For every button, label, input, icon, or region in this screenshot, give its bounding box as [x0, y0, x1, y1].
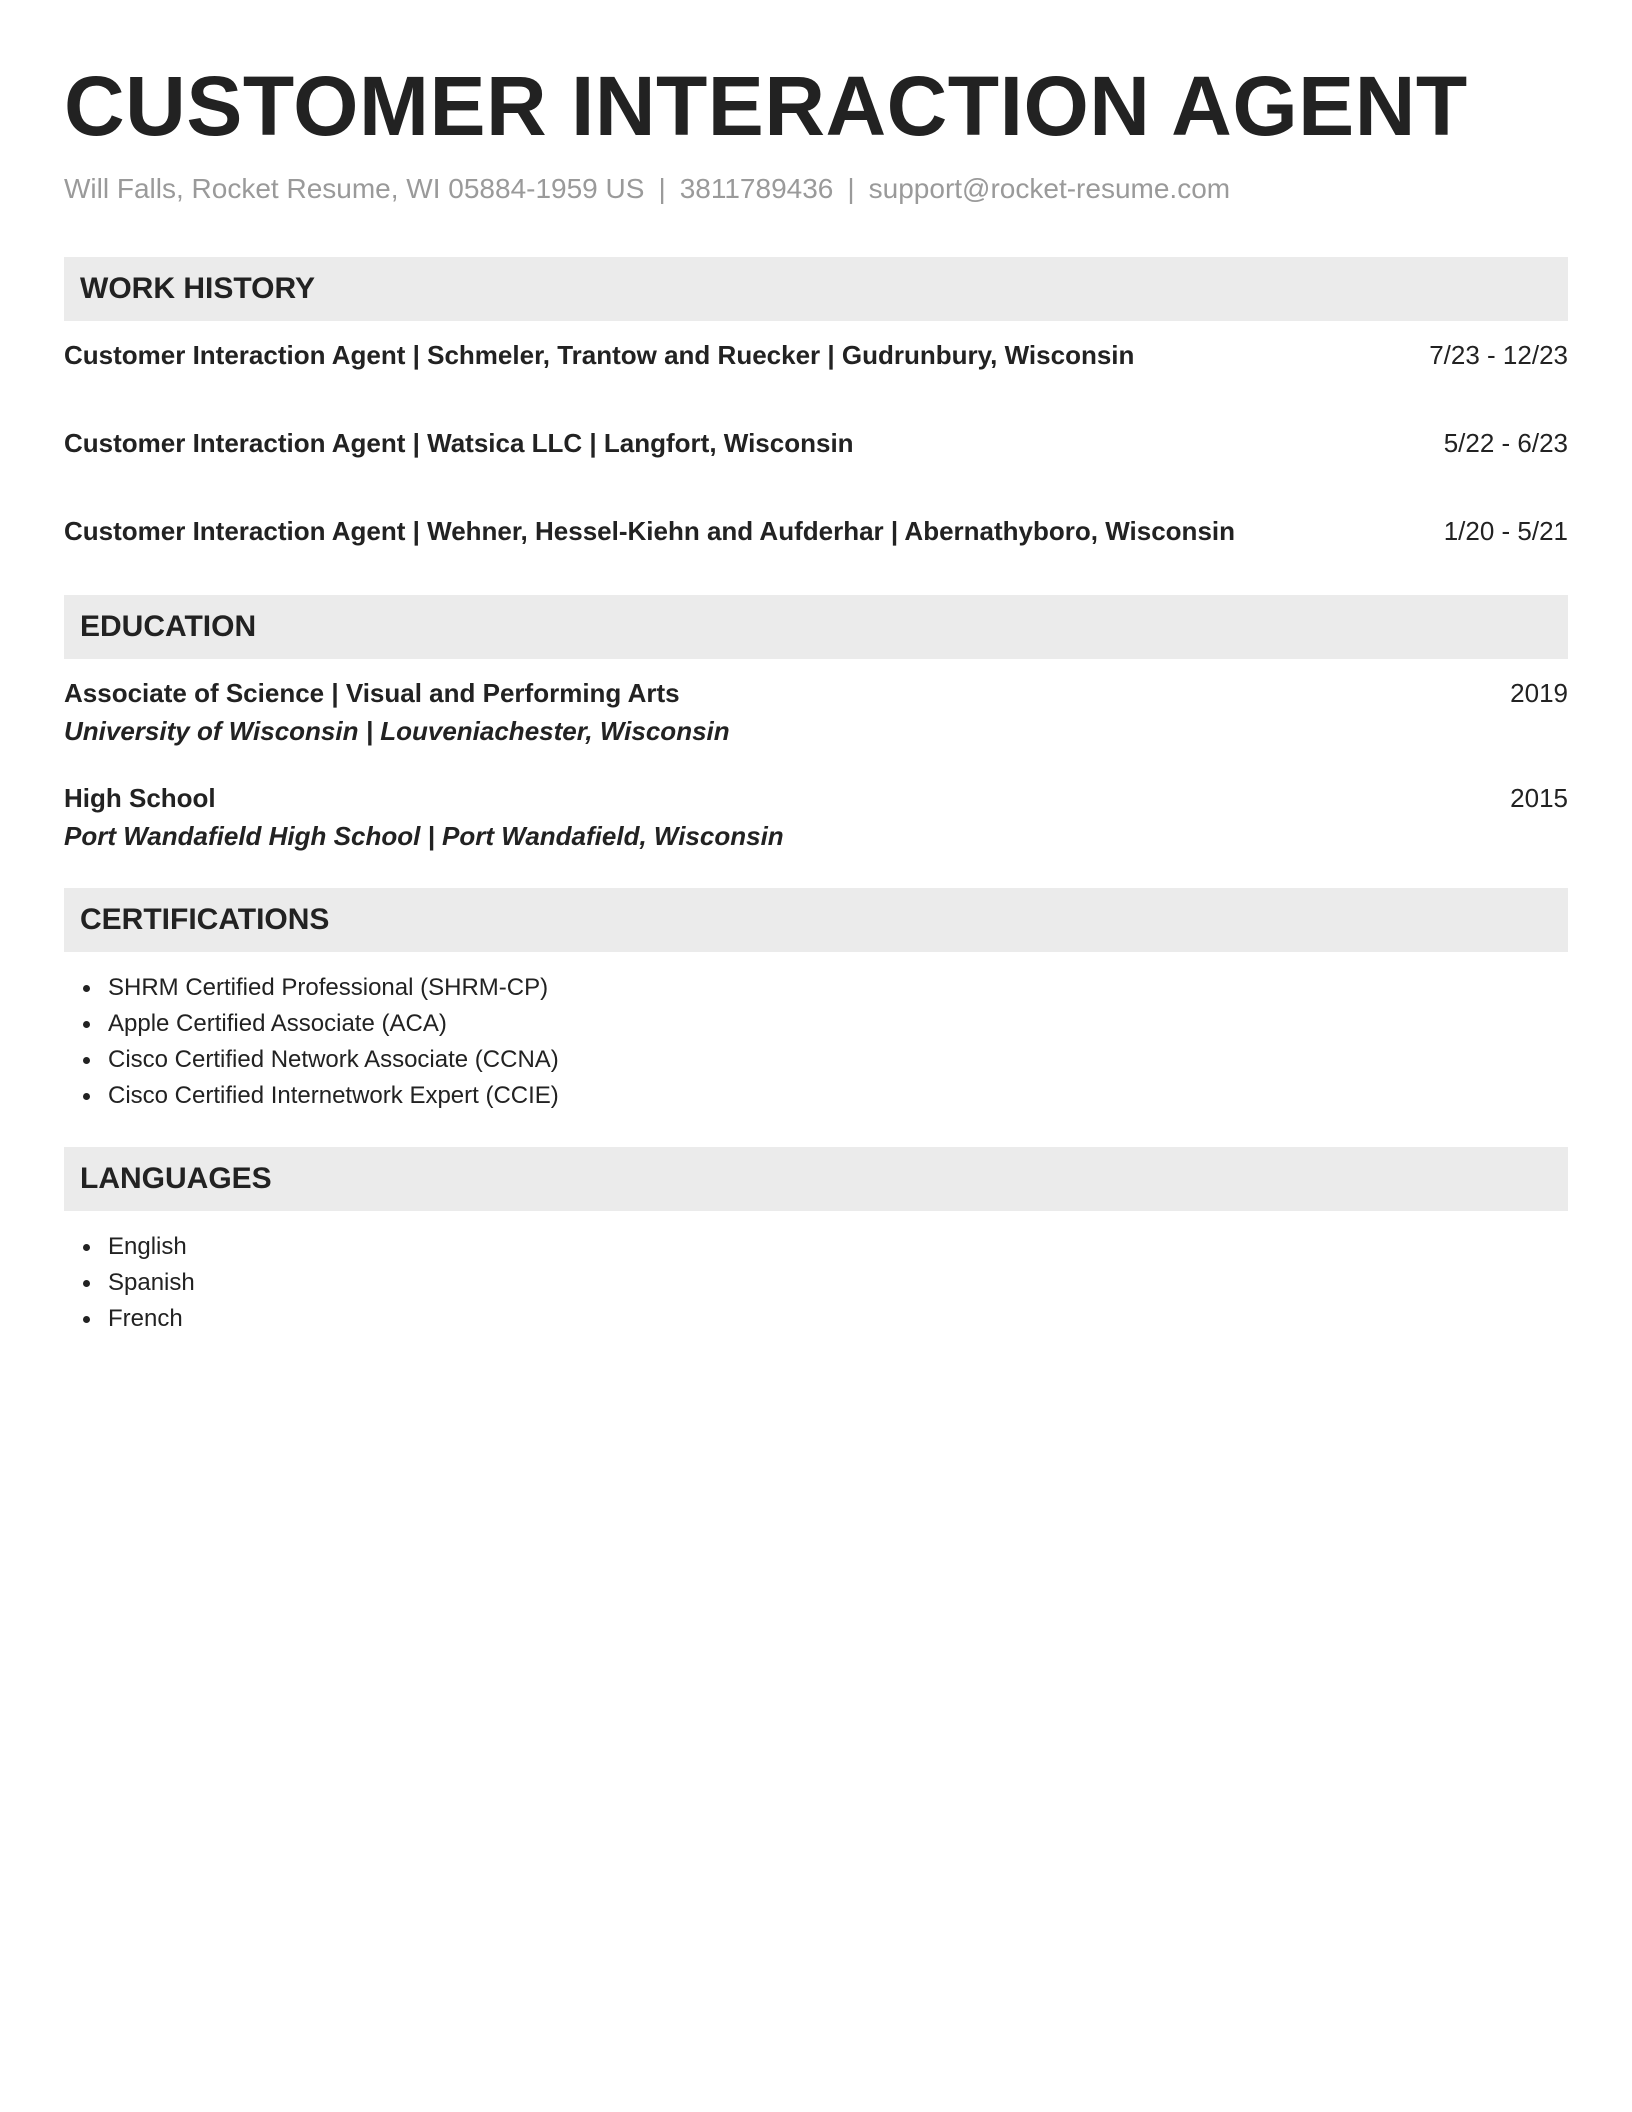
certification-item: Cisco Certified Network Associate (CCNA) [108, 1042, 1568, 1078]
job-heading: Customer Interaction Agent | Wehner, Hessel-Kiehn and Aufderhar | Abernathyboro, Wisconsin [64, 516, 1236, 546]
contact-phone: 3811789436 [679, 173, 834, 204]
section-header-languages: LANGUAGES [64, 1147, 1568, 1211]
job-dates: 1/20 - 5/21 [1443, 516, 1568, 546]
certification-item: SHRM Certified Professional (SHRM-CP) [108, 970, 1568, 1006]
job-heading: Customer Interaction Agent | Schmeler, Trantow and Ruecker | Gudrunbury, Wisconsin [64, 340, 1135, 370]
certification-item: Cisco Certified Internetwork Expert (CCIE) [108, 1078, 1568, 1114]
section-header-work-history: WORK HISTORY [64, 257, 1568, 321]
certification-item: Apple Certified Associate (ACA) [108, 1006, 1568, 1042]
education-row [64, 782, 1568, 814]
job-entry [64, 515, 1568, 547]
contact-address: Will Falls, Rocket Resume, WI 05884-1959 US [64, 173, 645, 204]
job-entry [64, 427, 1568, 459]
job-dates: 5/22 - 6/23 [1443, 428, 1568, 458]
certifications-list [64, 970, 1568, 1114]
education-year: 2015 [1510, 783, 1568, 813]
education-entry [64, 677, 1568, 747]
contact-separator: | [847, 173, 855, 204]
language-item: Spanish [108, 1265, 1568, 1301]
language-item: French [108, 1301, 1568, 1337]
school-name: Port Wandafield High School | Port Wandafield, Wisconsin [64, 821, 784, 851]
job-entry [64, 339, 1568, 371]
contact-line [64, 172, 1568, 206]
section-header-education: EDUCATION [64, 595, 1568, 659]
school-name: University of Wisconsin | Louveniachester, Wisconsin [64, 716, 730, 746]
page-title: CUSTOMER INTERACTION AGENT [64, 59, 1468, 153]
section-header-certifications: CERTIFICATIONS [64, 888, 1568, 952]
education-list [64, 677, 1568, 852]
contact-separator: | [658, 173, 666, 204]
degree-name: High School [64, 783, 216, 813]
language-item: English [108, 1229, 1568, 1265]
contact-email: support@rocket-resume.com [868, 173, 1231, 204]
job-dates: 7/23 - 12/23 [1429, 340, 1568, 370]
work-history-list [64, 339, 1568, 563]
languages-list [64, 1229, 1568, 1337]
degree-name: Associate of Science | Visual and Performing Arts [64, 678, 680, 708]
education-entry [64, 782, 1568, 852]
education-year: 2019 [1510, 678, 1568, 708]
job-heading: Customer Interaction Agent | Watsica LLC | Langfort, Wisconsin [64, 428, 854, 458]
education-row [64, 677, 1568, 709]
